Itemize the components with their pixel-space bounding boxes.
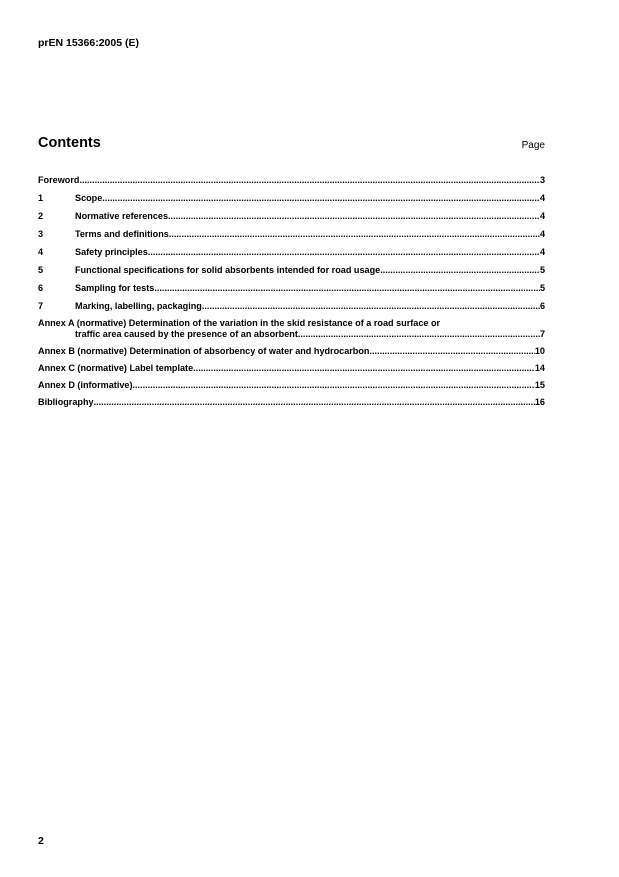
toc-entry-page: 10 <box>534 346 545 356</box>
toc-entry-normative-references[interactable] <box>38 211 545 222</box>
toc-entry-annex-c[interactable] <box>38 363 545 374</box>
toc-leader-dots <box>369 346 534 357</box>
toc-entry-page: 5 <box>539 283 545 293</box>
toc-entry-number: 4 <box>38 247 44 257</box>
toc-entry-number: 3 <box>38 229 44 239</box>
toc-entry-title: Marking, labelling, packaging <box>75 301 202 311</box>
toc-entry-number: 7 <box>38 301 44 311</box>
toc-entry-functional-specifications[interactable] <box>38 265 545 276</box>
toc-entry-title: Bibliography <box>38 397 94 407</box>
toc-leader-dots <box>193 363 535 374</box>
toc-entry-scope[interactable] <box>38 193 545 204</box>
toc-entry-title-continued: traffic area caused by the presence of an absorbent <box>75 329 298 339</box>
toc-entry-bibliography[interactable] <box>38 397 545 408</box>
toc-entry-number: 6 <box>38 283 44 293</box>
toc-entry-page: 4 <box>539 229 545 239</box>
toc-leader-dots <box>94 397 535 408</box>
table-of-contents <box>38 175 545 414</box>
toc-entry-page: 4 <box>539 211 545 221</box>
toc-entry-sampling[interactable] <box>38 283 545 294</box>
toc-leader-dots <box>380 265 540 276</box>
toc-leader-dots <box>168 211 540 222</box>
toc-entry-title: Annex A (normative) Determination of the variation in the skid resistance of a road surface or <box>38 318 441 328</box>
toc-leader-dots <box>169 229 540 240</box>
toc-entry-number: 5 <box>38 265 44 275</box>
toc-entry-title: Annex D (informative) <box>38 380 133 390</box>
document-id: prEN 15366:2005 (E) <box>38 37 139 49</box>
toc-entry-page: 4 <box>539 247 545 257</box>
toc-entry-page: 14 <box>534 363 545 373</box>
toc-entry-title: Annex B (normative) Determination of absorbency of water and hydrocarbon <box>38 346 370 356</box>
page-number: 2 <box>38 835 44 847</box>
toc-leader-dots <box>154 283 540 294</box>
toc-leader-dots <box>148 247 540 258</box>
toc-leader-dots <box>102 193 540 204</box>
toc-entry-page: 5 <box>539 265 545 275</box>
toc-entry-title: Normative references <box>75 211 169 221</box>
toc-entry-number: 1 <box>38 193 44 203</box>
toc-entry-annex-b[interactable] <box>38 346 545 357</box>
contents-heading: Contents <box>38 135 101 151</box>
toc-entry-page: 15 <box>534 380 545 390</box>
toc-leader-dots <box>79 175 540 186</box>
toc-entry-page: 6 <box>539 301 545 311</box>
toc-leader-dots <box>133 380 535 391</box>
toc-entry-title: Scope <box>75 193 103 203</box>
toc-leader-dots <box>298 329 540 340</box>
toc-entry-annex-d[interactable] <box>38 380 545 391</box>
toc-entry-page: 4 <box>539 193 545 203</box>
toc-leader-dots <box>202 301 540 312</box>
toc-entry-title: Sampling for tests <box>75 283 155 293</box>
toc-entry-page: 7 <box>539 329 545 339</box>
toc-entry-foreword[interactable] <box>38 175 545 186</box>
toc-entry-page: 16 <box>534 397 545 407</box>
toc-entry-title: Functional specifications for solid absorbents intended for road usage <box>75 265 381 275</box>
page-column-label: Page <box>521 140 545 151</box>
toc-entry-page: 3 <box>539 175 545 185</box>
toc-entry-number: 2 <box>38 211 44 221</box>
toc-entry-title: Terms and definitions <box>75 229 169 239</box>
toc-entry-title: Safety principles <box>75 247 148 257</box>
toc-entry-safety-principles[interactable] <box>38 247 545 258</box>
toc-entry-annex-a[interactable] <box>38 318 545 340</box>
toc-entry-title: Annex C (normative) Label template <box>38 363 194 373</box>
toc-entry-terms-definitions[interactable] <box>38 229 545 240</box>
toc-entry-marking[interactable] <box>38 301 545 312</box>
toc-entry-title: Foreword <box>38 175 80 185</box>
